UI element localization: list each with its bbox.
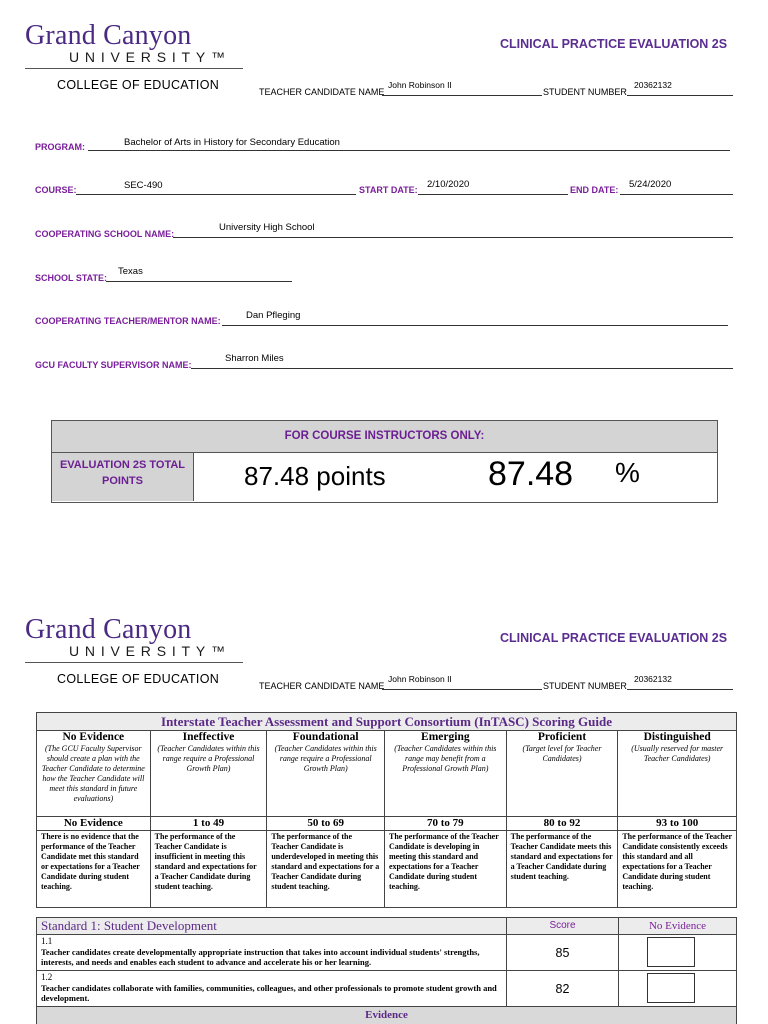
teacher-candidate-name-line [382, 95, 542, 96]
criterion-description: Teacher candidates create developmentally appropriate instruction that takes into account individual students' strengths, interests, and needs and enables each student to advance and accelerate his or her learning. [41, 946, 480, 967]
level-foundational [267, 731, 385, 816]
level-emerging [385, 731, 507, 816]
school-state-label: SCHOOL STATE: [35, 273, 107, 283]
level-description: The performance of the Teacher Candidate is insufficient in meeting this standard and expectations for a Teacher Candidate during student teaching. [151, 831, 268, 907]
logo-divider [25, 68, 243, 69]
logo-college: COLLEGE OF EDUCATION [57, 78, 220, 92]
mentor-value[interactable]: Dan Pfleging [246, 310, 301, 321]
mentor-label: COOPERATING TEACHER/MENTOR NAME: [35, 316, 221, 326]
range-cell: No Evidence [37, 817, 151, 830]
student-number-label-page2: STUDENT NUMBER [543, 681, 627, 691]
level-name: Ineffective [182, 731, 235, 743]
cooperating-school-value[interactable]: University High School [219, 222, 315, 233]
level-description: The performance of the Teacher Candidate is developing in meeting this standard and expectations for a Teacher Candidate during student teaching. [385, 831, 507, 907]
teacher-candidate-name-value-page2[interactable]: John Robinson II [388, 674, 452, 684]
student-number-line-page2 [627, 689, 733, 690]
range-row [37, 817, 736, 831]
no-evidence-cell [619, 935, 736, 970]
level-desc: (Teacher Candidates within this range require a Professional Growth Plan) [274, 744, 377, 773]
logo-name: Grand Canyon [25, 20, 192, 51]
cooperating-school-line [173, 237, 733, 238]
start-date-value[interactable]: 2/10/2020 [427, 179, 470, 190]
course-line [76, 194, 356, 195]
range-cell: 70 to 79 [385, 817, 507, 830]
no-evidence-checkbox[interactable] [647, 973, 695, 1003]
evidence-header: Evidence [37, 1007, 736, 1024]
level-distinguished [618, 731, 736, 816]
supervisor-line [191, 368, 733, 369]
level-desc: (Teacher Candidates within this range may benefit from a Professional Growth Plan) [394, 744, 497, 773]
standard-1-header [37, 918, 736, 935]
supervisor-label: GCU FACULTY SUPERVISOR NAME: [35, 360, 192, 370]
level-description: The performance of the Teacher Candidate meets this standard and expectations for a Teacher Candidate during student teaching. [507, 831, 619, 907]
level-desc: (Usually reserved for master Teacher Candidates) [631, 744, 724, 763]
form-title-page2: CLINICAL PRACTICE EVALUATION 2S [500, 631, 728, 645]
range-cell: 50 to 69 [267, 817, 385, 830]
end-date-value[interactable]: 5/24/2020 [629, 179, 672, 190]
criterion-number: 1.1 [41, 936, 53, 946]
level-description: There is no evidence that the performance of the Teacher Candidate met this standard or expectations for a Teacher Candidate during student teaching. [37, 831, 151, 907]
score-header: Score [507, 918, 619, 934]
level-name: Distinguished [643, 731, 711, 743]
gcu-logo-page2 [25, 616, 245, 686]
level-desc: (Teacher Candidates within this range require a Professional Growth Plan) [157, 744, 260, 773]
range-cell: 93 to 100 [656, 817, 699, 829]
program-line [88, 150, 730, 151]
level-desc: (Target level for Teacher Candidates) [522, 744, 602, 763]
teacher-candidate-name-value[interactable]: John Robinson II [388, 80, 452, 90]
standard-1-title: Standard 1: Student Development [37, 918, 507, 934]
gcu-logo [25, 22, 245, 92]
no-evidence-checkbox[interactable] [647, 937, 695, 967]
level-header-row [37, 731, 736, 817]
level-name: Proficient [537, 731, 587, 743]
total-points-label: EVALUATION 2S TOTAL POINTS [52, 453, 194, 501]
scoring-guide-title: Interstate Teacher Assessment and Support Consortium (InTASC) Scoring Guide [37, 713, 736, 731]
supervisor-value[interactable]: Sharron Miles [225, 353, 284, 364]
student-number-line [627, 95, 733, 96]
logo-university: UNIVERSITY™ [69, 643, 231, 659]
student-number-value-page2[interactable]: 20362132 [634, 674, 672, 684]
no-evidence-cell [619, 971, 736, 1006]
end-date-label: END DATE: [570, 185, 619, 195]
level-desc: (The GCU Faculty Supervisor should create a plan with the Teacher Candidate to determine how the Teacher Candidate will meet this standard in future evaluations) [41, 744, 145, 803]
standard-1-table [36, 917, 737, 1024]
student-number-value[interactable]: 20362132 [634, 80, 672, 90]
intasc-scoring-guide [36, 712, 737, 908]
course-instructors-box [51, 420, 718, 503]
form-title: CLINICAL PRACTICE EVALUATION 2S [500, 37, 728, 51]
table-row [37, 971, 736, 1007]
teacher-candidate-name-label: TEACHER CANDIDATE NAME [259, 87, 385, 97]
logo-college: COLLEGE OF EDUCATION [57, 672, 220, 686]
range-cell: 1 to 49 [151, 817, 268, 830]
criterion-description: Teacher candidates collaborate with families, communities, colleagues, and other professionals to promote student growth and development. [41, 982, 497, 1003]
total-points-value: 87.48 points [244, 461, 386, 491]
score-cell[interactable]: 82 [507, 971, 619, 1006]
level-ineffective [151, 731, 268, 816]
student-number-label: STUDENT NUMBER [543, 87, 627, 97]
teacher-candidate-name-label-page2: TEACHER CANDIDATE NAME [259, 681, 385, 691]
logo-divider [25, 662, 243, 663]
no-evidence-header: No Evidence [648, 920, 707, 932]
table-row [37, 935, 736, 971]
course-instructors-header: FOR COURSE INSTRUCTORS ONLY: [52, 421, 717, 453]
program-label: PROGRAM: [35, 142, 85, 152]
program-value[interactable]: Bachelor of Arts in History for Secondary Education [124, 137, 340, 148]
total-percent-value: 87.48 [488, 455, 574, 493]
cooperating-school-label: COOPERATING SCHOOL NAME: [35, 229, 175, 239]
range-cell: 80 to 92 [507, 817, 619, 830]
level-name: Foundational [292, 731, 359, 743]
start-date-line [418, 194, 568, 195]
level-description: The performance of the Teacher Candidate is underdeveloped in meeting this standard and expectations for a Teacher Candidate during student teaching. [267, 831, 385, 907]
start-date-label: START DATE: [359, 185, 418, 195]
score-cell[interactable]: 85 [507, 935, 619, 970]
logo-name: Grand Canyon [25, 614, 192, 645]
school-state-line [106, 281, 292, 282]
percent-sign: % [615, 457, 640, 488]
end-date-line [620, 194, 733, 195]
level-no-evidence [37, 731, 151, 816]
course-label: COURSE: [35, 185, 77, 195]
logo-university: UNIVERSITY™ [69, 49, 231, 65]
mentor-line [222, 325, 728, 326]
school-state-value[interactable]: Texas [118, 266, 143, 277]
level-proficient [507, 731, 619, 816]
criterion-text [37, 935, 507, 970]
teacher-candidate-name-line-page2 [382, 689, 542, 690]
level-name: No Evidence [62, 731, 125, 743]
level-name: Emerging [421, 731, 470, 743]
course-value[interactable]: SEC-490 [124, 180, 163, 191]
criterion-text [37, 971, 507, 1006]
level-description: The performance of the Teacher Candidate consistently exceeds this standard and all expectations for a Teacher Candidate during student teaching. [622, 832, 732, 891]
level-description-row [37, 831, 736, 907]
criterion-number: 1.2 [41, 972, 53, 982]
